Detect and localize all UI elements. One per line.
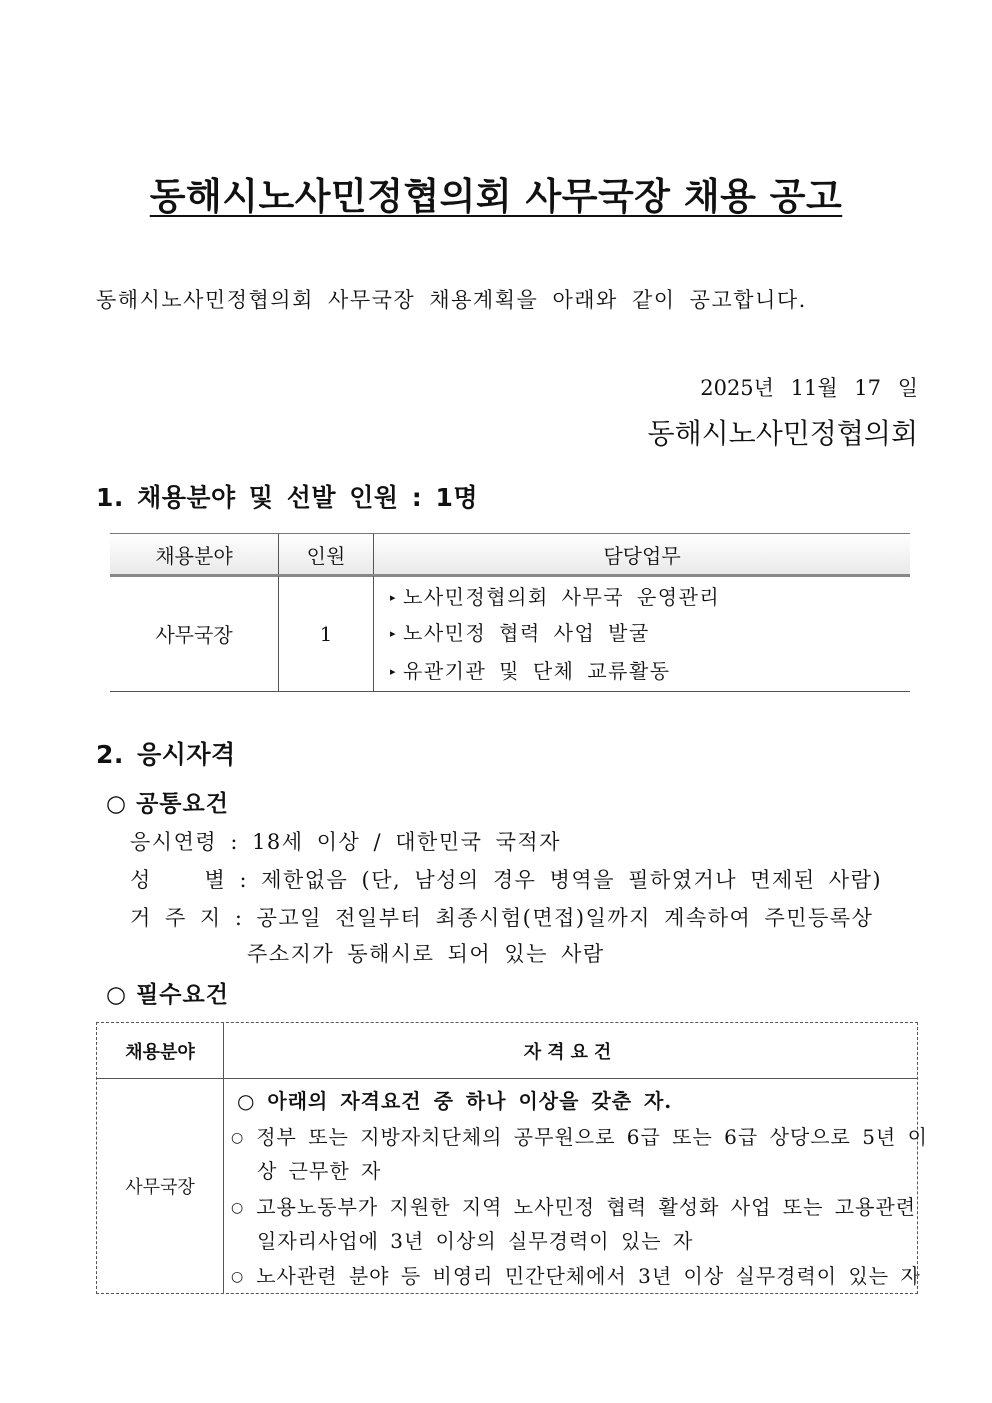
qual-header-requirements: 자격요건 [523,1041,618,1063]
qual-item-text: 정부 또는 지방자치단체의 공무원으로 6급 또는 6급 상당으로 5년 이 [256,1125,928,1149]
bullet-icon: ▸ [390,665,398,678]
qual-item-cont: 상 근무한 자 [257,1159,382,1183]
requirement-residence-cont: 주소지가 동해시로 되어 있는 사람 [247,942,605,966]
duty-item [390,655,671,684]
header-count: 인원 [279,534,374,574]
qual-item [231,1260,921,1289]
notice-title-text: 동해시노사민정협의회 사무국장 채용 공고 [149,175,843,218]
header-duties: 담당업무 [603,543,681,568]
intro-text: 동해시노사민정협의회 사무국장 채용계획을 아래와 같이 공고합니다. [96,288,807,312]
requirement-gender: 성 별 : 제한없음 (단, 남성의 경우 병역을 필하였거나 면제된 사람) [130,868,883,892]
row-count: 1 [279,576,374,691]
header-field: 채용분야 [110,534,279,574]
qual-intro: ○ 아래의 자격요건 중 하나 이상을 갖춘 자. [237,1089,673,1113]
required-requirements-heading: ○ 필수요건 [106,981,229,1008]
requirement-age: 응시연령 : 18세 이상 / 대한민국 국적자 [130,830,561,854]
notice-title [0,166,992,220]
row-field: 사무국장 [110,576,279,691]
qual-item [231,1191,916,1220]
duty-text: 노사민정 협력 사업 발굴 [403,621,650,645]
duty-text: 유관기관 및 단체 교류활동 [403,659,671,683]
duty-text: 노사민정협의회 사무국 운영관리 [403,585,721,609]
circle-bullet-icon: ○ [231,1269,245,1285]
duty-item [390,617,650,646]
notice-date: 2025년 11월 17 일 [700,376,918,400]
bullet-icon: ▸ [390,627,398,640]
section1-heading: 1. 채용분야 및 선발 인원 : 1명 [96,483,479,512]
qual-item-text: 노사관련 분야 등 비영리 민간단체에서 3년 이상 실무경력이 있는 자 [256,1264,921,1288]
circle-bullet-icon: ○ [231,1130,245,1146]
qual-item-text: 고용노동부가 지원한 지역 노사민정 협력 활성화 사업 또는 고용관련 [256,1195,917,1219]
qual-item-cont: 일자리사업에 3년 이상의 실무경력이 있는 자 [257,1229,694,1253]
requirement-residence: 거 주 지 : 공고일 전일부터 최종시험(면접)일까지 계속하여 주민등록상 [130,906,874,930]
qual-header-field: 채용분야 [125,1041,195,1063]
duty-item [390,581,720,610]
recruitment-table-row [110,576,910,692]
qual-row-field: 사무국장 [125,1177,195,1198]
recruitment-table-header [110,533,910,577]
organization-name: 동해시노사민정협의회 [647,417,918,450]
section2-heading: 2. 응시자격 [96,740,236,769]
bullet-icon: ▸ [390,591,398,604]
qualification-table [96,1022,928,1294]
circle-bullet-icon: ○ [231,1200,245,1216]
common-requirements-heading: ○ 공통요건 [106,790,229,817]
qual-item [231,1121,928,1150]
